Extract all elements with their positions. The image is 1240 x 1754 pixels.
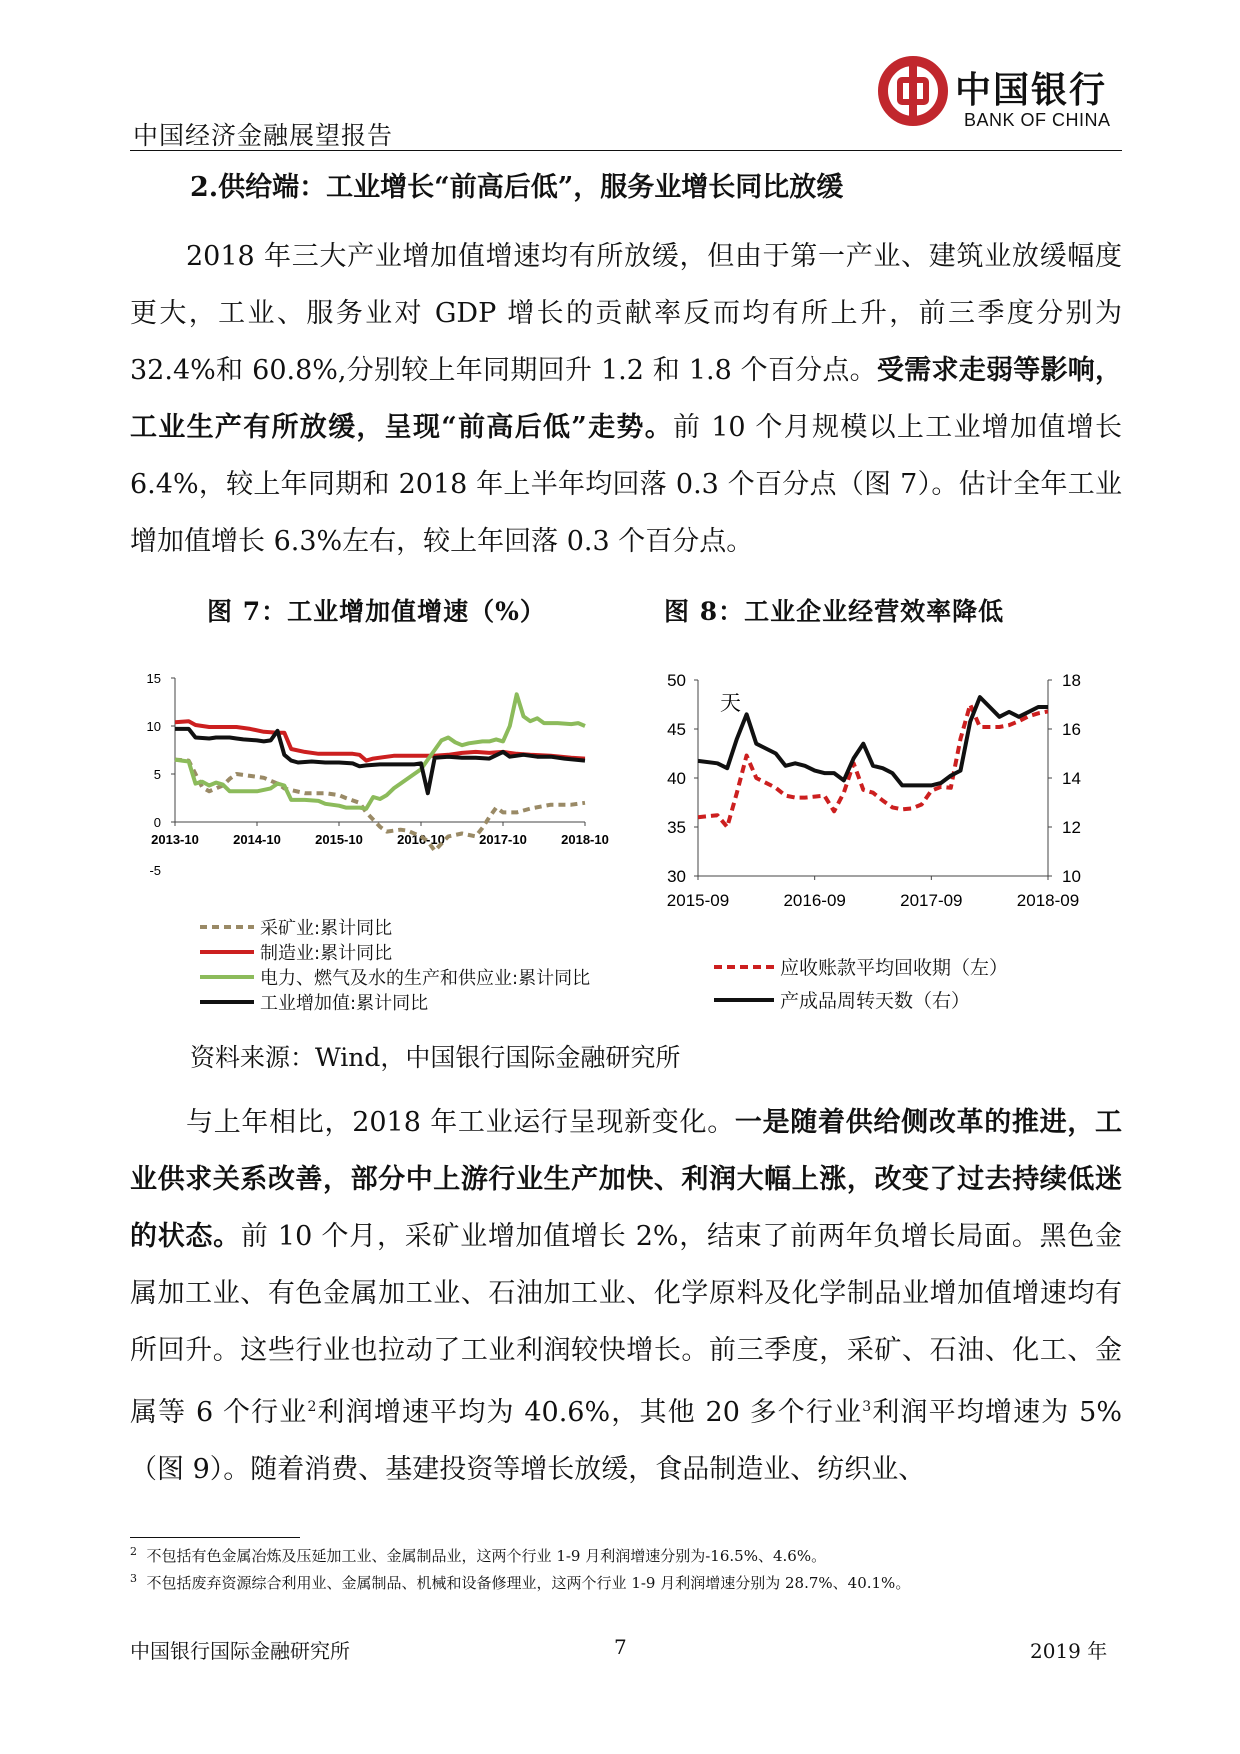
footnote-3-text: 不包括废弃资源综合利用业、金属制品、机械和设备修理业，这两个行业 1-9 月利润增速分别为 28.7%、40.1%。 — [146, 1574, 911, 1592]
figure-8-title: 图 8：工业企业经营效率降低 — [664, 597, 1005, 626]
paragraph-2 — [130, 1094, 1122, 1498]
paragraph-1 — [130, 228, 1122, 570]
footnote-2-number: 2 — [130, 1545, 137, 1558]
legend-item-industrial — [198, 989, 590, 1014]
left-tick-label: 40 — [667, 769, 686, 788]
report-title: 中国经济金融展望报告 — [133, 121, 394, 150]
footnote-2 — [130, 1545, 1130, 1566]
header-divider — [130, 150, 1122, 151]
paragraph-2-text-c: 利润增速平均为 40.6%，其他 20 多个行业 — [316, 1397, 863, 1428]
series-line-2 — [175, 694, 585, 808]
series-line-3 — [175, 729, 585, 793]
x-tick-label: 2016-09 — [783, 891, 846, 910]
paragraph-2-text-a: 与上年相比，2018 年工业运行呈现新变化。 — [186, 1107, 735, 1138]
y-tick-label: -5 — [149, 863, 161, 878]
logo-chinese-text: 中国银行 — [955, 69, 1108, 111]
paragraph-2-bold: 一是随着供给侧改革的推进，工业供求关系改善，部分中上游行业生产加快、利润大幅上涨，改变了过去持续低迷的状态。 — [130, 1107, 1123, 1252]
x-tick-label: 2018-09 — [1016, 891, 1080, 910]
x-tick-label: 2014-10 — [233, 832, 281, 847]
y-tick-label: 15 — [146, 671, 161, 686]
legend-swatch-turnover-icon — [712, 995, 776, 1005]
legend-label-mining: 采矿业:累计同比 — [260, 917, 393, 939]
right-tick-label: 14 — [1062, 769, 1081, 788]
paragraph-2-text-d: 利润平均增速为 5%（图 9）。随着消费、基建投资等增长放缓，食品制造业、纺织业、 — [130, 1397, 1123, 1485]
legend-item-turnover — [712, 983, 1008, 1016]
legend-item-utilities — [198, 964, 590, 989]
legend-label-industrial: 工业增加值:累计同比 — [260, 992, 429, 1014]
footnote-ref-3[interactable]: 3 — [862, 1399, 872, 1415]
footnote-ref-2[interactable]: 2 — [307, 1399, 317, 1415]
logo-english-text: BANK OF CHINA — [964, 110, 1111, 130]
x-tick-label: 2013-10 — [151, 832, 199, 847]
x-tick-label: 2018-10 — [561, 832, 609, 847]
paragraph-1-text-a: 2018 年三大产业增加值增速均有所放缓，但由于第一产业、建筑业放缓幅度更大，工业、服务业对 GDP 增长的贡献率反而均有所上升，前三季度分别为 32.4%和 60.8%,分别较上年同期回升 1.2 和 1.8 个百分点。 — [130, 241, 1122, 386]
legend-swatch-industrial-icon — [198, 997, 256, 1007]
legend-label-utilities: 电力、燃气及水的生产和供应业:累计同比 — [260, 967, 591, 989]
x-tick-label: 2017-09 — [900, 891, 963, 910]
paragraph-2-text-b: 前 10 个月，采矿业增加值增长 2%，结束了前两年负增长局面。黑色金属加工业、有色金属加工业、石油加工业、化学原料及化学制品业增加值增速均有所回升。这些行业也拉动了工业利润较快增长。前三季度，采矿、石油、化工、金属等 6 个行业 — [130, 1221, 1123, 1428]
right-tick-label: 16 — [1062, 720, 1081, 739]
left-tick-label: 30 — [667, 867, 686, 886]
figure-7-legend — [198, 914, 590, 1014]
y-tick-label: 0 — [153, 815, 161, 830]
figure-8-legend — [712, 950, 1008, 1016]
legend-label-manufacturing: 制造业:累计同比 — [260, 942, 393, 964]
figure-7-title: 图 7：工业增加值增速（%） — [207, 597, 546, 626]
chart-unit-annotation: 天 — [720, 692, 741, 715]
paragraph-1-bold: 受需求走弱等影响，工业生产有所放缓，呈现“前高后低”走势。 — [130, 355, 1123, 443]
left-tick-label: 35 — [667, 818, 686, 837]
figure-source: 资料来源：Wind，中国银行国际金融研究所 — [190, 1043, 681, 1072]
footnote-2-text: 不包括有色金属冶炼及压延加工业、金属制品业，这两个行业 1-9 月利润增速分别为-16.5%、4.6%。 — [146, 1547, 827, 1565]
bank-of-china-logo-icon — [878, 56, 948, 126]
section-title: 2.供给端：工业增长“前高后低”，服务业增长同比放缓 — [190, 172, 844, 203]
x-tick-label: 2016-10 — [397, 832, 445, 847]
series-line-1 — [698, 697, 1048, 785]
footnote-divider — [130, 1537, 300, 1538]
legend-item-receivables — [712, 950, 1008, 983]
footer-institution: 中国银行国际金融研究所 — [130, 1639, 350, 1663]
x-tick-label: 2015-09 — [666, 891, 730, 910]
figure-8-chart — [630, 660, 1130, 950]
paragraph-1-text-b: 前 10 个月规模以上工业增加值增长 6.4%，较上年同期和 2018 年上半年均回落 0.3 个百分点（图 7）。估计全年工业增加值增长 6.3%左右，较上年回落 0.3 个百分点。 — [130, 412, 1122, 557]
legend-item-mining — [198, 914, 590, 939]
right-tick-label: 18 — [1062, 671, 1081, 690]
legend-swatch-manufacturing-icon — [198, 947, 256, 957]
legend-swatch-mining-icon — [198, 922, 256, 932]
y-tick-label: 10 — [146, 719, 161, 734]
footnote-3-number: 3 — [130, 1572, 137, 1585]
legend-label-receivables: 应收账款平均回收期（左） — [780, 957, 1009, 979]
x-tick-label: 2017-10 — [479, 832, 527, 847]
x-tick-label: 2015-10 — [315, 832, 363, 847]
figure-7-chart — [120, 660, 640, 940]
left-tick-label: 45 — [667, 720, 686, 739]
footnote-3 — [130, 1572, 1130, 1593]
legend-label-turnover: 产成品周转天数（右） — [780, 990, 971, 1012]
left-tick-label: 50 — [667, 671, 686, 690]
footer-page-number: 7 — [614, 1635, 627, 1659]
y-tick-label: 5 — [153, 767, 161, 782]
footer-year: 2019 年 — [1030, 1639, 1108, 1663]
legend-swatch-utilities-icon — [198, 972, 256, 982]
legend-item-manufacturing — [198, 939, 590, 964]
legend-swatch-receivables-icon — [712, 962, 776, 972]
right-tick-label: 12 — [1062, 818, 1081, 837]
right-tick-label: 10 — [1062, 867, 1081, 886]
